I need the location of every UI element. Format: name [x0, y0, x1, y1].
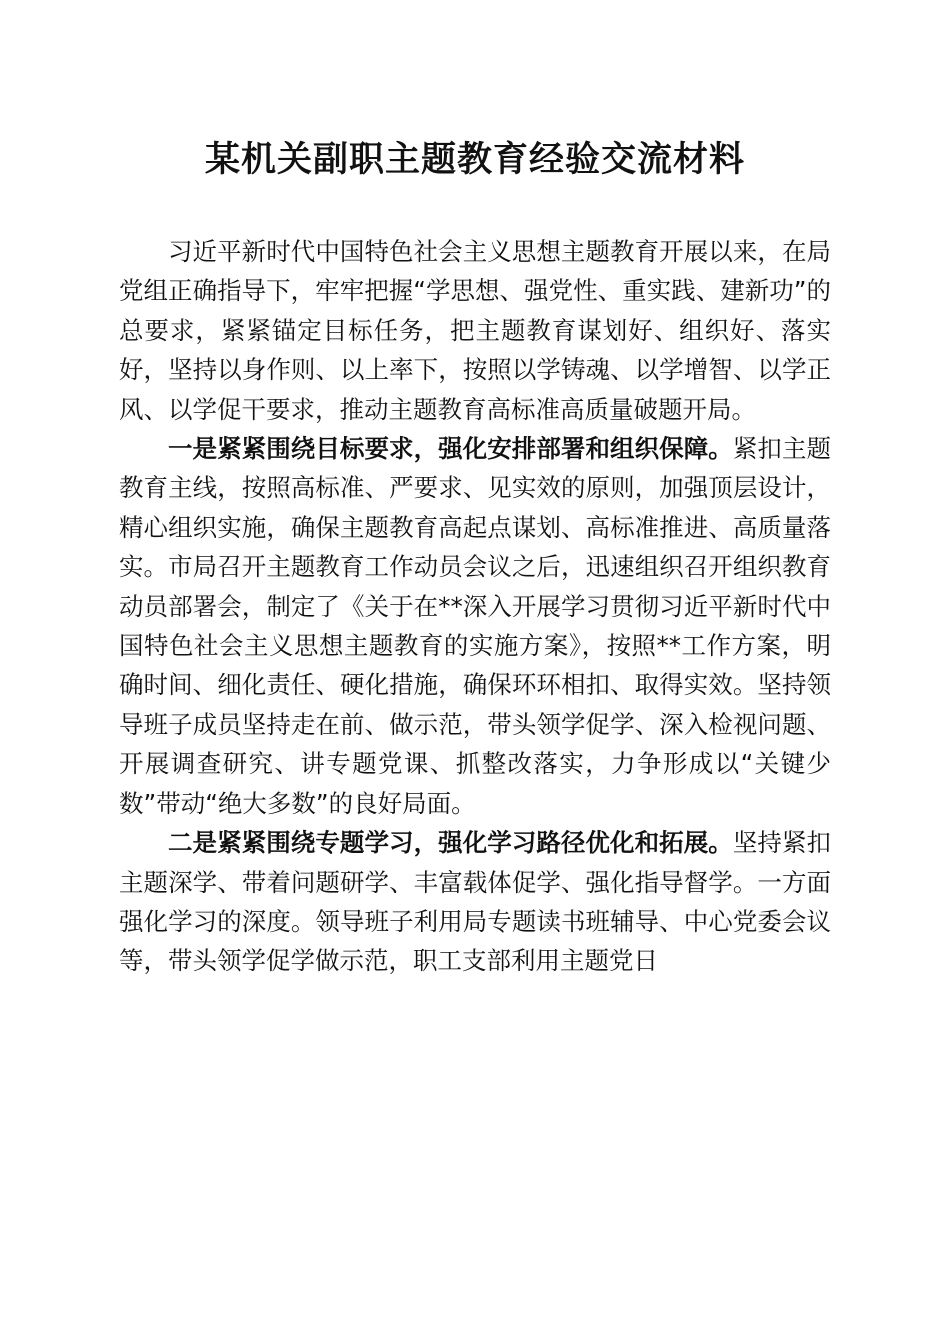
document-body — [119, 232, 831, 981]
paragraph-lead: 二是紧紧围绕专题学习，强化学习路径优化和拓展。 — [168, 828, 733, 858]
document-title: 某机关副职主题教育经验交流材料 — [204, 139, 745, 180]
paragraph-point-one — [119, 429, 831, 823]
paragraph-point-two — [119, 823, 831, 981]
paragraph-lead: 一是紧紧围绕目标要求，强化安排部署和组织保障。 — [168, 434, 733, 464]
paragraph-text: 习近平新时代中国特色社会主义思想主题教育开展以来，在局党组正确指导下，牢牢把握“学思想、强党性、重实践、建新功”的总要求，紧紧锚定目标任务，把主题教育谋划好、组织好、落实好，坚持以身作则、以上率下，按照以学铸魂、以学增智、以学正风、以学促干要求，推动主题教育高标准高质量破题开局。 — [119, 237, 831, 424]
paragraph-text: 坚持紧扣主题深学、带着问题研学、丰富载体促学、强化指导督学。一方面强化学习的深度。领导班子利用局专题读书班辅导、中心党委会议等，带头领学促学做示范，职工支部利用主题党日 — [119, 828, 832, 976]
paragraph-text: 紧扣主题教育主线，按照高标准、严要求、见实效的原则，加强顶层设计，精心组织实施，确保主题教育高起点谋划、高标准推进、高质量落实。市局召开主题教育工作动员会议之后，迅速组织召开组织教育动员部署会，制定了《关于在**深入开展学习贯彻习近平新时代中国特色社会主义思想主题教育的实施方案》，按照**工作方案，明确时间、细化责任、硬化措施，确保环环相扣、取得实效。坚持领导班子成员坚持走在前、做示范，带头领学促学、深入检视问题、开展调查研究、讲专题党课、抓整改落实，力争形成以“关键少数”带动“绝大多数”的良好局面。 — [119, 434, 832, 818]
paragraph-intro — [119, 232, 831, 429]
